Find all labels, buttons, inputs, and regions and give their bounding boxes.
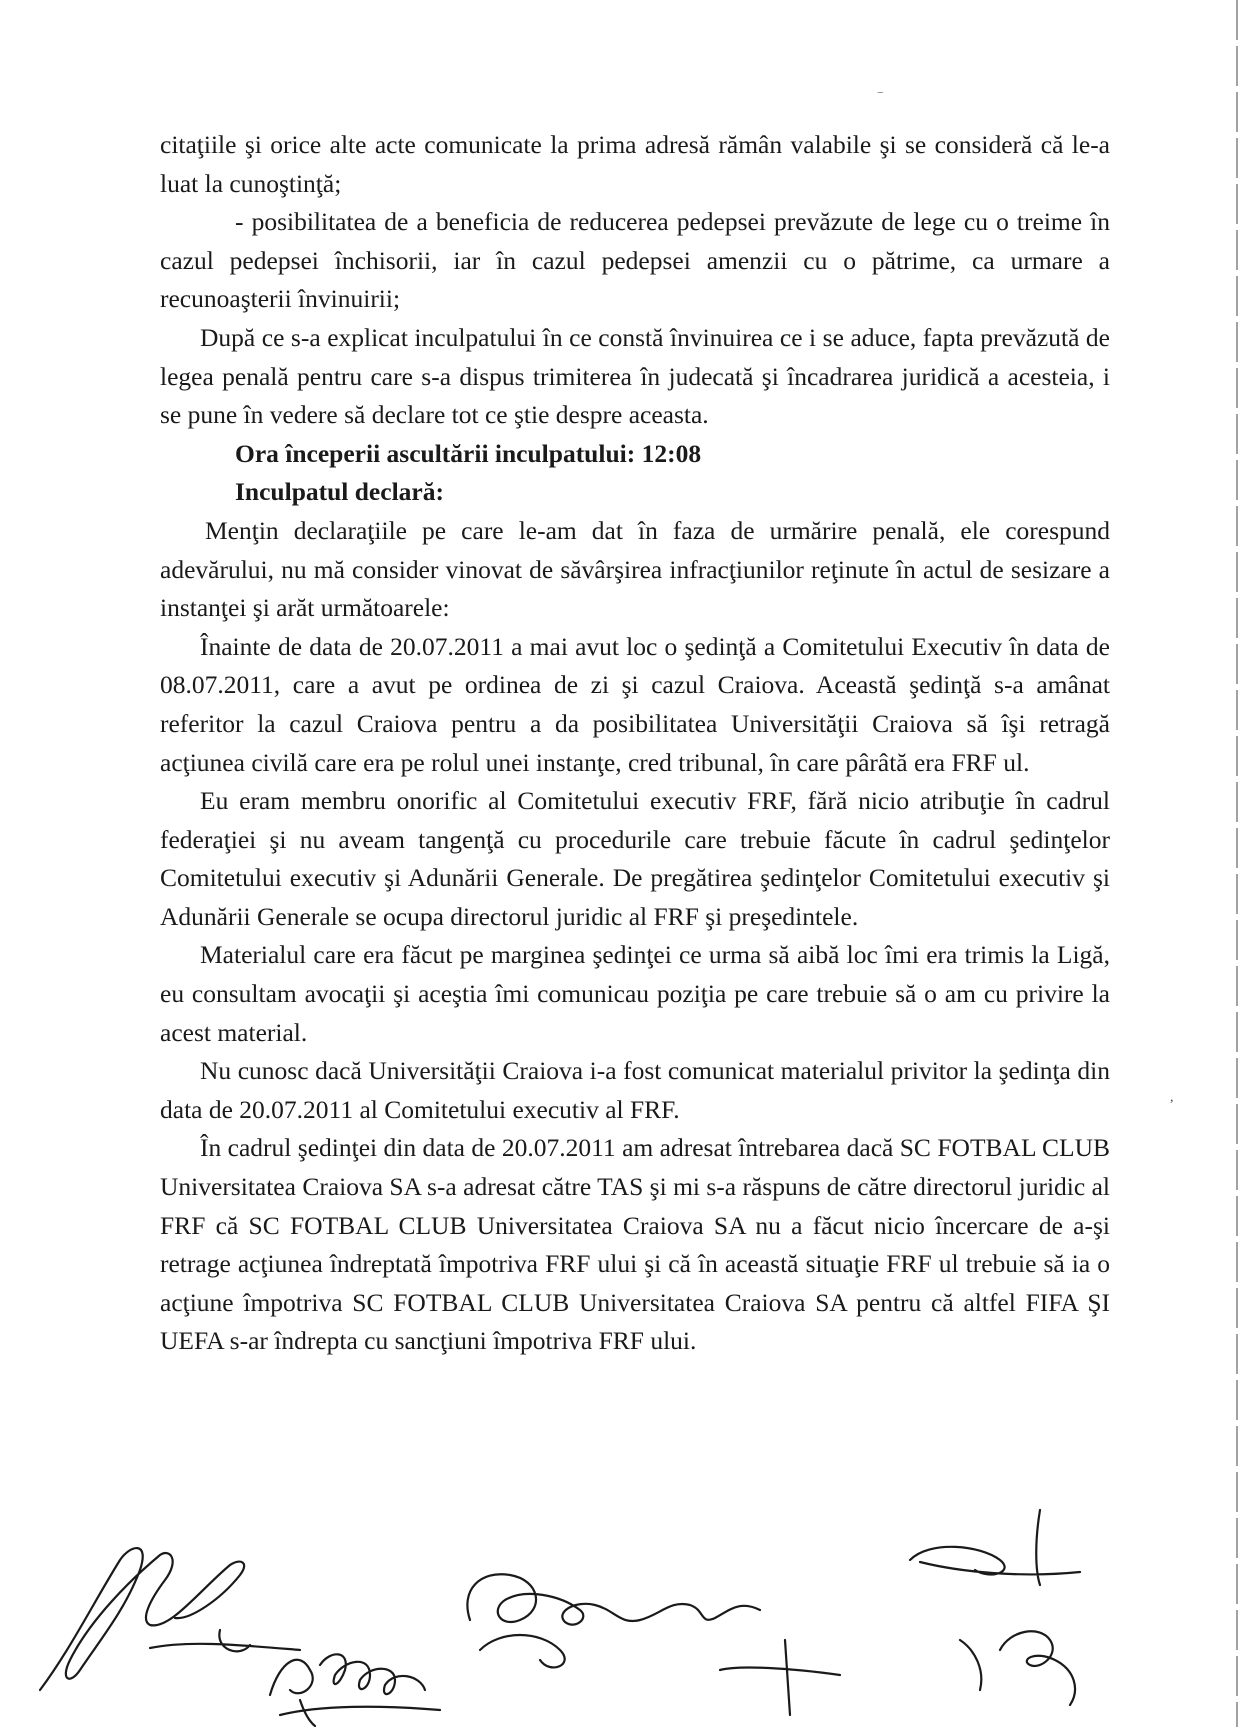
paragraph-nu-cunosc: Nu cunosc dacă Universităţii Craiova i-a fost comunicat materialul privitor la şedinţa din data de 20.07.2011 al Comitetului executiv al FRF. [160, 1056, 1110, 1124]
paragraph-explicat-inculpatului: După ce s-a explicat inculpatului în ce constă învinuirea ce i se aduce, fapta prevăzută de legea penală pentru care s-a dispus trimiterea în judecată şi încadrarea juridică a acesteia, i se pune în vedere să declare tot ce ştie despre aceasta. [160, 322, 1110, 430]
scan-speck: , [1170, 1090, 1174, 1105]
paragraph-membru-onorific: Eu eram membru onorific al Comitetului executiv FRF, fără nicio atribuţie în cadrul federaţiei şi nu aveam tangenţă cu procedurile care trebuie făcute în cadrul şedinţelor Comitetului executiv şi Adunării Generale. De pregătirea şedinţelor Comitetului executiv şi Adunării Generale se ocupa directorul juridic al FRF şi preşedintele. [160, 786, 1110, 931]
signatures-area [0, 1500, 1248, 1727]
scan-edge-line [1236, 0, 1238, 1727]
signatures-drawing [0, 1500, 1248, 1727]
declaration-text [160, 126, 1110, 1361]
paragraph-inainte-de-data: Înainte de data de 20.07.2011 a mai avut loc o şedinţă a Comitetului Executiv în data de 08.07.2011, care a avut pe ordinea de zi şi cazul Craiova. Această şedinţă s-a amânat referitor la cazul Craiova pentru a da posibilitatea Universităţii Craiova să îşi retragă acţiunea civilă care era pe rolul unei instanţe, cred tribunal, în care pârâtă era FRF ul. [160, 631, 1110, 777]
signature-2 [270, 1654, 425, 1695]
paragraph-mentin-declaratiile: Menţin declaraţiile pe care le-am dat în faza de urmărire penală, ele corespund adevărului, nu mă consider vinovat de săvârşirea infracţiunilor reţinute în actul de sesizare a instanţei şi arăt următoarele: [160, 515, 1110, 623]
signature-4 [910, 1510, 1080, 1585]
heading-ora-inceperii: Ora începerii ascultării inculpatului: 12:08 [235, 438, 702, 468]
paragraph-citatiile: citaţiile şi orice alte acte comunicate la prima adresă rămân valabile şi se consideră că le-a luat la cunoştinţă; [160, 130, 1110, 198]
paragraph-reducerea-pedepsei: - posibilitatea de a beneficia de reducerea pedepsei prevăzute de lege cu o treime în cazul pedepsei închisorii, iar în cazul pedepsei amenzii cu o pătrime, ca urmare a recunoaşterii învinuirii; [160, 207, 1110, 314]
heading-inculpatul-declara: Inculpatul declară: [235, 477, 444, 507]
paragraph-materialul: Materialul care era făcut pe marginea şedinţei ce urma să aibă loc îmi era trimis la Ligă, eu consultam avocaţii şi aceştia îmi comunicau poziţia pe care trebuie să o am cu privire la acest material. [160, 940, 1110, 1047]
scan-speck: ‾ [878, 92, 883, 107]
paragraph-in-cadrul-sedintei: În cadrul şedinţei din data de 20.07.2011 am adresat întrebarea dacă SC FOTBAL CLUB Universitatea Craiova SA s-a adresat către TAS şi mi s-a răspuns de către directorul juridic al FRF că SC FOTBAL CLUB Universitatea Craiova SA nu a făcut nicio încercare de a-şi retrage acţiunea îndreptată împotriva FRF ului şi că în această situaţie FRF ul trebuie să ia o acţiune împotriva SC FOTBAL CLUB Universitatea Craiova SA pentru că altfel FIFA ŞI UEFA s-ar îndrepta cu sancţiuni împotriva FRF ului. [160, 1133, 1110, 1356]
signature-1 [40, 1548, 244, 1690]
signature-3 [467, 1574, 760, 1624]
